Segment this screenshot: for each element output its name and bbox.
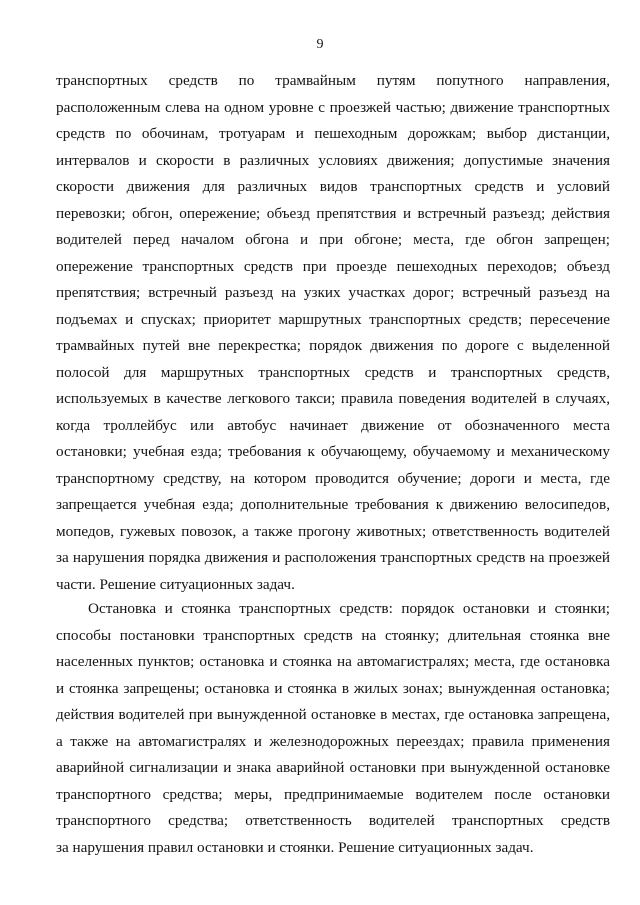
text-line: населенных пунктов; остановка и стоянка на автомагистралях; места, где остановка	[56, 653, 610, 670]
text-line: полосой для маршрутных транспортных средств и транспортных средств,	[56, 363, 610, 381]
text-line: способы постановки транспортных средств на стоянку; длительная стоянка вне	[56, 626, 610, 644]
paragraph-2	[56, 596, 610, 861]
page-number: 9	[316, 37, 324, 52]
text-line: опережение транспортных средств при проезде пешеходных переходов; объезд	[56, 257, 610, 275]
paragraph-1	[56, 68, 610, 598]
text-line: мопедов, гужевых повозок, а также прогону животных; ответственность водителей	[56, 522, 610, 540]
text-line: транспортного средства; ответственность водителей транспортных средств	[56, 812, 610, 829]
text-line: а также на автомагистралях и железнодорожных переездах; правила применения	[56, 732, 610, 750]
text-line: перевозки; обгон, опережение; объезд препятствия и встречный разъезд; действия	[56, 204, 610, 222]
text-line: скорости движения для различных видов транспортных средств и условий	[56, 178, 610, 195]
text-line: аварийной сигнализации и знака аварийной остановки при вынужденной остановке	[56, 759, 610, 776]
text-line: за нарушения правил остановки и стоянки. Решение ситуационных задач.	[56, 838, 534, 856]
text-line: средств по обочинам, тротуарам и пешеходным дорожкам; выбор дистанции,	[56, 125, 610, 142]
text-line: используемых в качестве легкового такси; правила поведения водителей в случаях,	[56, 390, 610, 407]
text-line: за нарушения порядка движения и расположения транспортных средств на проезжей	[56, 549, 610, 566]
text-line: запрещается учебная езда; дополнительные требования к движению велосипедов,	[56, 496, 610, 513]
text-line: расположенным слева на одном уровне с проезжей частью; движение транспортных	[56, 98, 610, 116]
text-line: трамвайных путей вне перекрестка; порядок движения по дороге с выделенной	[56, 337, 610, 354]
text-line: транспортных средств по трамвайным путям попутного направления,	[56, 72, 610, 89]
text-line: водителей перед началом обгона и при обгоне; места, где обгон запрещен;	[56, 231, 610, 248]
text-line: транспортного средства; меры, предпринимаемые водителем после остановки	[56, 785, 610, 803]
text-line: когда троллейбус или автобус начинает движение от обозначенного места	[56, 416, 610, 434]
text-line: Остановка и стоянка транспортных средств: порядок остановки и стоянки;	[88, 600, 610, 617]
text-line: интервалов и скорости в различных условиях движения; допустимые значения	[56, 151, 610, 169]
text-line: и стоянка запрещены; остановка и стоянка в жилых зонах; вынужденная остановка;	[56, 679, 610, 697]
text-line: части. Решение ситуационных задач.	[56, 575, 295, 593]
text-line: подъемах и спусках; приоритет маршрутных транспортных средств; пересечение	[56, 310, 610, 328]
text-line: остановки; учебная езда; требования к обучающему, обучаемому и механическому	[56, 443, 610, 460]
text-line: действия водителей при вынужденной остановке в местах, где остановка запрещена,	[56, 706, 610, 723]
text-line: препятствия; встречный разъезд на узких участках дорог; встречный разъезд на	[56, 284, 610, 301]
text-line: транспортному средству, на котором проводится обучение; дороги и места, где	[56, 469, 610, 487]
